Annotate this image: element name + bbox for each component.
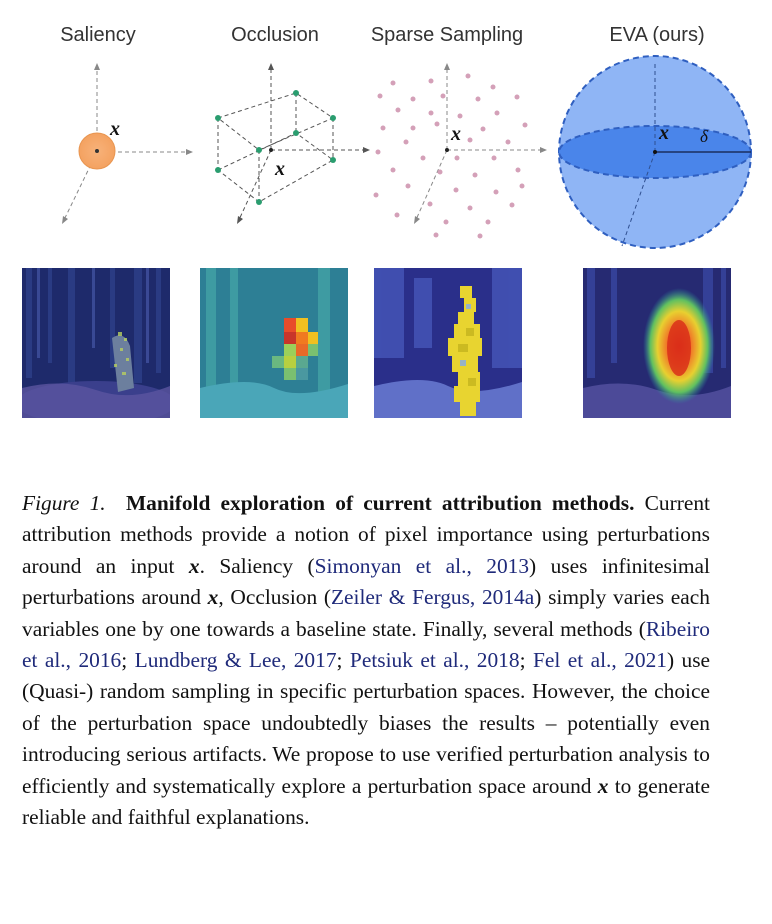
eva-attribution-image (583, 268, 731, 418)
math-x: x (188, 553, 200, 578)
math-x: x (207, 585, 219, 610)
sparse-point-label: x (451, 123, 461, 145)
panel-title-eva: EVA (ours) (609, 24, 705, 46)
caption-text: , Occlusion ( (218, 585, 331, 610)
sparse-diagram (415, 65, 545, 222)
citation-link[interactable]: Ribeiro et al., 2016 (22, 616, 710, 673)
occlusion-point-label: x (275, 158, 285, 180)
caption-text: to generate reliable and faithful explanations. (22, 773, 710, 830)
math-x: x (597, 773, 609, 798)
caption-separator: ; (519, 648, 533, 673)
eva-radius-label: δ (700, 127, 708, 146)
caption-text: ) simply varies each variables one by one towards a baseline state. Finally, several methods ( (22, 585, 710, 641)
eva-point-label: x (659, 122, 669, 144)
sparse-sampling-attribution-image (374, 268, 522, 418)
panel-title-saliency: Saliency (60, 24, 136, 46)
caption-text: Current attribution methods provide a notion of pixel importance using perturbations around an input (22, 491, 710, 578)
eva-diagram (559, 56, 751, 248)
occlusion-diagram (218, 65, 368, 222)
citation-link[interactable]: Zeiler & Fergus, 2014a (330, 585, 535, 610)
panel-title-sparse-sampling: Sparse Sampling (370, 24, 524, 46)
perturbation-diagrams (0, 55, 772, 255)
citation-link[interactable]: Fel et al., 2021 (532, 648, 667, 673)
citation-link[interactable]: Simonyan et al., 2013 (314, 553, 530, 578)
saliency-attribution-image (22, 268, 170, 418)
figure-label: Figure 1. (22, 491, 106, 515)
saliency-point-label: x (110, 118, 120, 140)
panel-title-occlusion: Occlusion (231, 24, 319, 46)
caption-text: ) use (Quasi-) random sampling in specific perturbation spaces. However, the choice of the perturbation space undoubtedly biases the results – potentially even introducing serious artifacts. We propose to use verified perturbation analysis to efficiently and systematically explore a perturbation space around (22, 648, 711, 798)
caption-text: ) uses infinitesimal perturbations around (22, 553, 710, 610)
figure-title: Manifold exploration of current attribution methods. (125, 491, 635, 515)
caption-separator: ; (336, 648, 350, 673)
figure-caption (22, 488, 710, 833)
sparse-sample-points (374, 74, 528, 239)
citation-link[interactable]: Petsiuk et al., 2018 (349, 648, 520, 673)
caption-separator: ; (121, 648, 135, 673)
occlusion-attribution-image (200, 268, 348, 418)
caption-text: . Saliency ( (199, 553, 315, 578)
citation-link[interactable]: Lundberg & Lee, 2017 (134, 648, 337, 673)
